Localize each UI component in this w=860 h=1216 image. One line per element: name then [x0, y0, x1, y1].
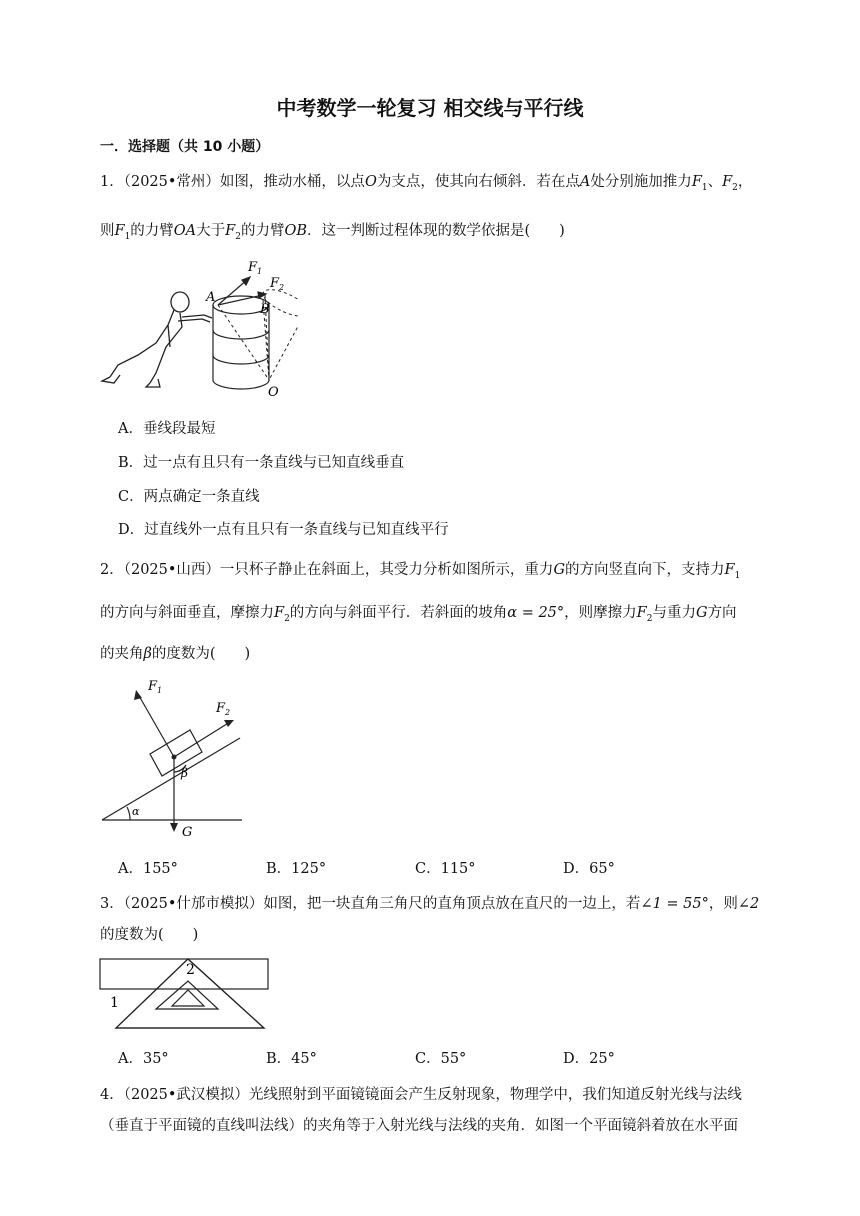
q2-stem-line1: 2．（2025•山西）一只杯子静止在斜面上，其受力分析如图所示，重力G的方向竖直向下，支持力$F_1$	[100, 562, 741, 581]
section-heading: 一．选择题（共 10 小题）	[100, 139, 270, 155]
q1-fig-B: B	[260, 302, 270, 317]
q2-fig-G: G	[182, 825, 193, 840]
q3-option-a: A．35°	[118, 1051, 169, 1067]
q2-stem-line2: 的方向与斜面垂直，摩擦力$F_2$的方向与斜面平行．若斜面的坡角α = 25°，则摩擦力$F_2$与重力G方向	[100, 605, 737, 624]
q2-figure-incline	[98, 672, 248, 842]
q2-fig-F1: $F_1$	[148, 679, 163, 695]
q2-fig-alpha: α	[132, 805, 140, 818]
q3-fig-label1: 1	[110, 995, 119, 1011]
q4-stem-line2: （垂直于平面镜的直线叫法线）的夹角等于入射光线与法线的夹角．如图一个平面镜斜着放在水平面	[100, 1118, 738, 1134]
q2-option-d: D．65°	[563, 861, 615, 877]
q1-stem-line2: 则$F_1$的力臂OA大于$F_2$的力臂OB．这一判断过程体现的数学依据是( )	[100, 223, 565, 242]
q2-option-c: C．115°	[415, 861, 476, 877]
q1-figure-bucket	[98, 255, 298, 400]
q4-stem-line1: 4．（2025•武汉模拟）光线照射到平面镜镜面会产生反射现象，物理学中，我们知道反射光线与法线	[100, 1087, 742, 1103]
q3-fig-label2: 2	[186, 962, 195, 978]
q3-option-c: C．55°	[415, 1051, 467, 1067]
q1-fig-F1: $F_1$	[248, 260, 263, 276]
q1-fig-A: A	[206, 290, 216, 305]
q1-option-d: D．过直线外一点有且只有一条直线与已知直线平行	[118, 522, 449, 538]
q3-option-b: B．45°	[266, 1051, 317, 1067]
q3-stem-line2: 的度数为( )	[100, 927, 199, 943]
page-title: 中考数学一轮复习 相交线与平行线	[276, 96, 584, 120]
q1-option-b: B．过一点有且只有一条直线与已知直线垂直	[118, 455, 405, 471]
q1-stem-line1: 1．（2025•常州）如图，推动水桶，以点O为支点，使其向右倾斜．若在点A处分别施加推力$F_1$、$F_2$，	[100, 174, 753, 193]
q3-option-d: D．25°	[563, 1051, 615, 1067]
q1-fig-F2: $F_2$	[270, 276, 285, 292]
q2-fig-beta: β	[181, 766, 188, 780]
q3-stem-line1: 3．（2025•什邡市模拟）如图，把一块直角三角尺的直角顶点放在直尺的一边上，若∠1 = 55°，则∠2	[100, 896, 760, 912]
q1-option-c: C．两点确定一条直线	[118, 489, 260, 505]
q2-fig-F2: $F_2$	[216, 701, 231, 717]
q1-option-a: A．垂线段最短	[118, 421, 216, 437]
q2-option-b: B．125°	[266, 861, 327, 877]
q2-option-a: A．155°	[118, 861, 178, 877]
q2-stem-line3: 的夹角β的度数为( )	[100, 646, 251, 662]
q3-figure-ruler-triangle	[98, 955, 273, 1033]
q1-fig-O: O	[268, 385, 279, 400]
